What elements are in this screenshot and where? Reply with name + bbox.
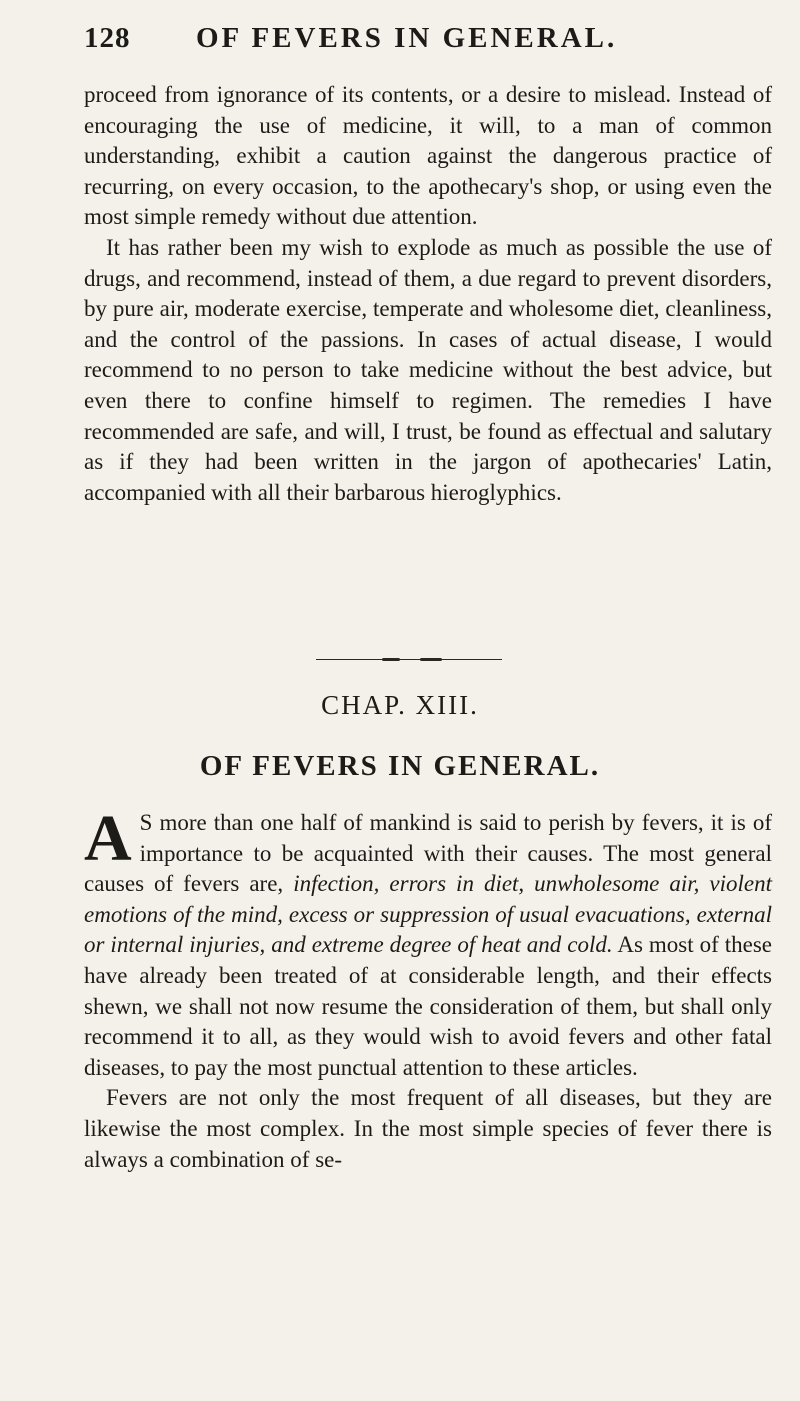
page-number: 128: [84, 22, 131, 54]
paragraph: [84, 802, 773, 1083]
paragraph-continued: proceed from ignorance of its contents, or a desire to mislead. Instead of encouraging the use of medicine, it will, to a man of common understanding, exhibit a caution against the dangerous practice of recurring, on every occasion, to the apothecary's shop, or using even the most simple remedy without due attention.: [84, 82, 772, 230]
paragraph-text: As most of these have already been treated of at considerable length, and their effects shewn, we shall not now resume the consideration of them, but shall only recommend it to all, as they would wish to avoid fevers and other fatal diseases, to pay the most punctual attention to these articles.: [84, 932, 772, 1080]
paragraph-text: S more than one half of mankind is said to perish by fevers, it is of importance to be acquainted with their causes. The most general causes of fevers are,: [84, 810, 772, 897]
running-title: OF FEVERS IN GENERAL.: [196, 22, 618, 54]
paragraph: It has rather been my wish to explode as much as possible the use of drugs, and recommend, instead of them, a due regard to prevent disorders, by pure air, moderate exercise, temperate and wholesome diet, cleanliness, and the control of the passions. In cases of actual disease, I would recommend to no person to take medicine without the best advice, but even there to confine himself to regimen. The remedies I have recommended are safe, and will, I trust, be found as effectual and salutary as if they had been written in the jargon of apothecaries' Latin, accompanied with all their barbarous hieroglyphics.: [84, 234, 772, 505]
causes-italic: infection, errors in diet, unwholesome air, violent emotions of the mind, excess or suppression of usual evacuations, external or internal injuries, and extreme degree of heat and cold.: [84, 871, 773, 958]
chapter-title: OF FEVERS IN GENERAL.: [199, 750, 601, 782]
running-head: [84, 22, 774, 62]
paragraph: Fevers are not only the most frequent of all diseases, but they are likewise the most complex. In the most simple species of fever there is always a combination of se-: [84, 1085, 772, 1172]
chapter-body: [84, 802, 773, 1175]
drop-cap: A: [84, 802, 132, 875]
chapter-number: CHAP. XIII.: [321, 690, 479, 720]
preceding-section: [84, 80, 772, 508]
ornamental-rule: [316, 658, 502, 661]
